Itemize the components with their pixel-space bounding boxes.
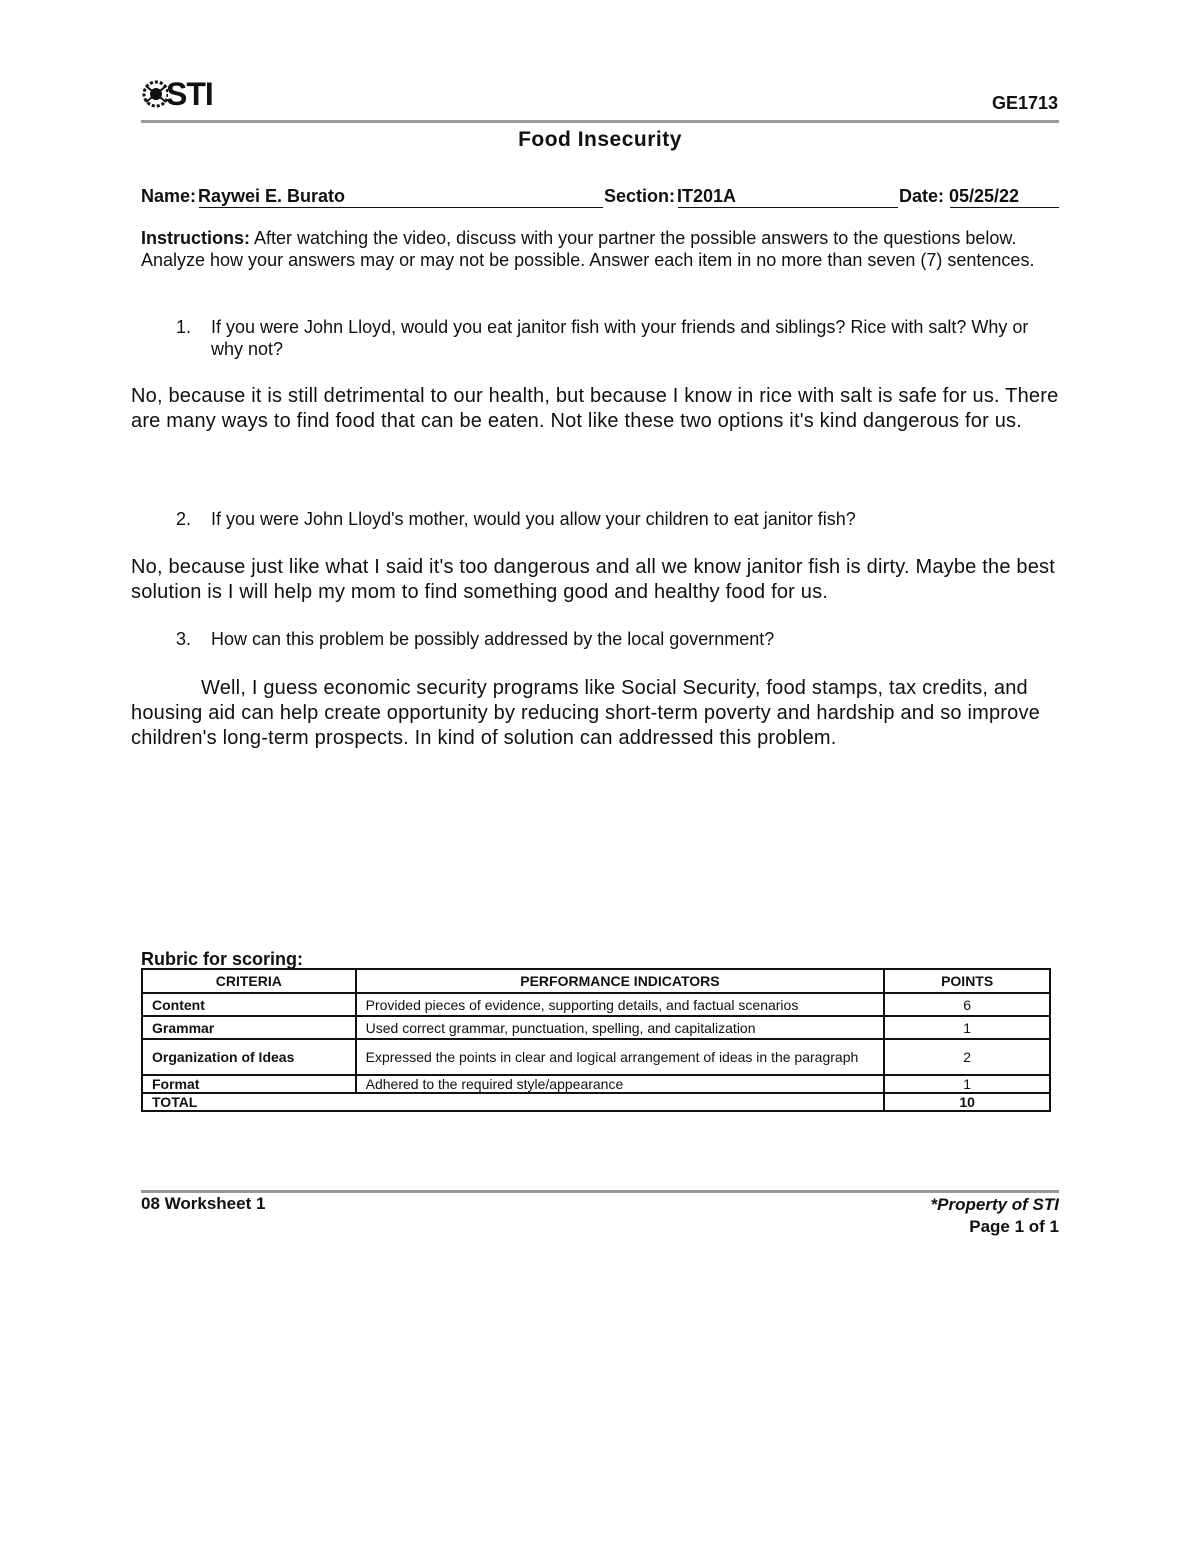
question-text: If you were John Lloyd's mother, would you allow your children to eat janitor fish? [211, 509, 856, 529]
question-3 [0, 628, 1200, 652]
course-code: GE1713 [991, 93, 1058, 113]
logo-text: STI [166, 76, 213, 112]
total-label: TOTAL [142, 1093, 884, 1111]
question-number: 3. [176, 629, 192, 649]
question-text: If you were John Lloyd, would you eat janitor fish with your friends and siblings? Rice with salt? Why or why not? [211, 317, 1029, 359]
indicator-cell: Provided pieces of evidence, supporting details, and factual scenarios [356, 993, 885, 1016]
points-cell: 6 [884, 993, 1050, 1016]
criteria-header: CRITERIA [142, 969, 356, 993]
indicator-cell: Used correct grammar, punctuation, spelling, and capitalization [356, 1016, 885, 1039]
section-value: IT201A [677, 186, 737, 206]
instructions-text: After watching the video, discuss with your partner the possible answers to the questions below. Analyze how your answers may or may not be possible. Answer each item in no more than seven (7) sentences. [141, 228, 1035, 270]
table-row [142, 1016, 1050, 1039]
criteria-cell: Grammar [142, 1016, 356, 1039]
page-title: Food Insecurity [518, 128, 682, 151]
answer-2: No, because just like what I said it's too dangerous and all we know janitor fish is dirty. Maybe the best solution is I will help my mom to find something good and healthy food for us. [131, 556, 1056, 603]
name-underline [199, 207, 603, 208]
section-label: Section: [604, 186, 676, 206]
student-info-row [141, 186, 1059, 210]
answer-3: Well, I guess economic security programs like Social Security, food stamps, tax credits, and housing aid can help create opportunity by reducing short-term poverty and hardship and so improve children's long-term prospects. In kind of solution can addressed this problem. [131, 677, 1041, 749]
question-number: 2. [176, 509, 192, 529]
rubric-label: Rubric for scoring: [141, 949, 304, 969]
criteria-cell: Organization of Ideas [142, 1039, 356, 1075]
worksheet-label: 08 Worksheet 1 [141, 1194, 266, 1213]
footer-divider [141, 1190, 1059, 1193]
sti-logo [142, 76, 216, 112]
section-underline [678, 207, 898, 208]
header-divider [141, 120, 1059, 123]
question-text: How can this problem be possibly addressed by the local government? [211, 629, 775, 649]
question-2 [0, 508, 1200, 532]
question-1 [0, 316, 1200, 362]
date-label: Date: [899, 186, 945, 206]
rubric-table [141, 968, 1051, 1112]
points-cell: 1 [884, 1016, 1050, 1039]
table-row [142, 1075, 1050, 1093]
date-underline [950, 207, 1059, 208]
criteria-cell: Content [142, 993, 356, 1016]
name-label: Name: [141, 186, 197, 206]
indicators-header: PERFORMANCE INDICATORS [356, 969, 885, 993]
instructions [141, 227, 1059, 271]
points-header: POINTS [884, 969, 1050, 993]
criteria-cell: Format [142, 1075, 356, 1093]
rubric-header-row [142, 969, 1050, 993]
question-number: 1. [176, 317, 192, 337]
indicator-cell: Adhered to the required style/appearance [356, 1075, 885, 1093]
instructions-label: Instructions: [141, 228, 251, 248]
table-row [142, 1039, 1050, 1075]
property-note: *Property of STI [930, 1195, 1059, 1214]
total-points: 10 [884, 1093, 1050, 1111]
points-cell: 2 [884, 1039, 1050, 1075]
page-number: Page 1 of 1 [969, 1217, 1059, 1236]
table-row [142, 993, 1050, 1016]
points-cell: 1 [884, 1075, 1050, 1093]
name-value: Raywei E. Burato [198, 186, 346, 206]
globe-icon [142, 76, 168, 110]
indicator-cell: Expressed the points in clear and logical arrangement of ideas in the paragraph [356, 1039, 885, 1075]
total-row [142, 1093, 1050, 1111]
answer-1: No, because it is still detrimental to our health, but because I know in rice with salt is safe for us. There are many ways to find food that can be eaten. Not like these two options it's kind dangerous for us. [131, 385, 1059, 432]
footer-right [931, 1194, 1059, 1238]
date-value: 05/25/22 [949, 186, 1020, 206]
